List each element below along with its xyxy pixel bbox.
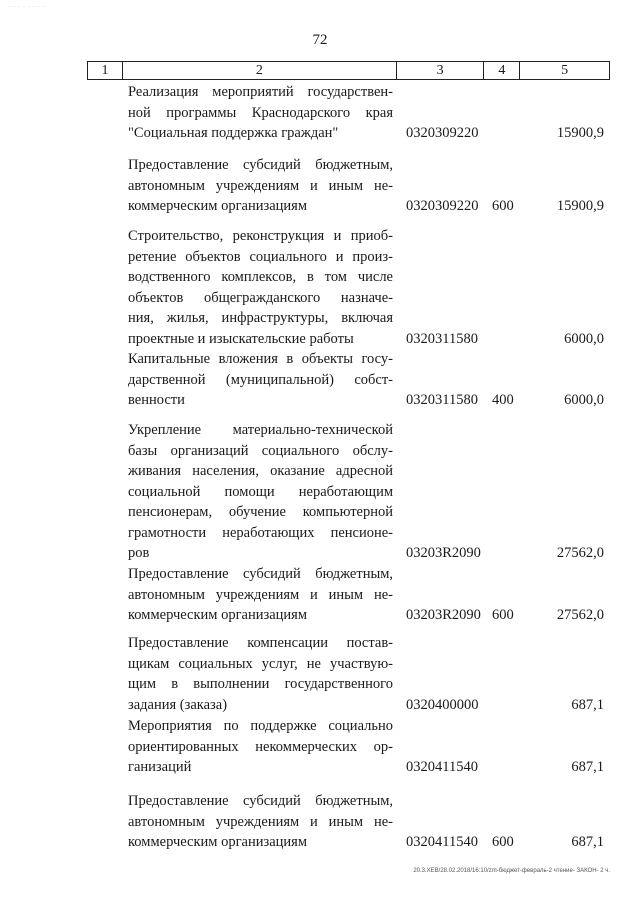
row-amount: 27562,0 xyxy=(556,545,604,561)
description-line: ной программы Краснодарского края xyxy=(128,104,393,121)
row-code: 0320400000 xyxy=(406,696,479,713)
description-line: "Социальная поддержка граждан" xyxy=(128,125,339,141)
description-line: Реализация мероприятий государствен- xyxy=(128,84,393,100)
row-amount: 687,1 xyxy=(571,696,604,713)
column-header-2: 2 xyxy=(123,62,397,79)
row-code: 0320411540 xyxy=(406,759,478,775)
row-amount: 15900,9 xyxy=(556,125,604,141)
description-line: Мероприятия по поддержке социально xyxy=(128,718,393,734)
row-description xyxy=(128,226,393,349)
description-line: Предоставление субсидий бюджетным, xyxy=(128,566,393,582)
row-amount: 15900,9 xyxy=(556,198,604,214)
row-description xyxy=(128,82,393,144)
row-amount: 687,1 xyxy=(571,759,604,775)
page-number: 72 xyxy=(312,32,328,48)
description-line: Предоставление субсидий бюджетным, xyxy=(128,793,393,809)
description-line: пенсионерам, обучение компьютерной xyxy=(128,504,393,520)
description-line: Строительство, реконструкция и приоб- xyxy=(128,228,393,244)
row-description xyxy=(128,420,393,564)
row-expense-type: 600 xyxy=(492,834,514,850)
description-line: ния, жилья, инфраструктуры, включая xyxy=(128,310,393,326)
description-line: проектные и изыскательские работы xyxy=(128,330,354,347)
row-code: 0320309220 xyxy=(406,125,479,141)
row-description xyxy=(128,564,393,626)
description-line: коммерческим организациям xyxy=(128,607,308,623)
row-description xyxy=(128,716,393,778)
description-line: автономным учреждениям и иным не- xyxy=(128,586,393,603)
row-description xyxy=(128,349,393,411)
description-line: объектов общегражданского назначе- xyxy=(128,289,393,306)
row-amount: 687,1 xyxy=(571,834,604,850)
description-line: ретение объектов социального и произ- xyxy=(128,248,393,265)
row-expense-type: 400 xyxy=(492,392,514,408)
description-line: автономным учреждениям и иным не- xyxy=(128,177,393,194)
row-amount: 27562,0 xyxy=(556,607,604,623)
row-code: 0320311580 xyxy=(406,330,478,347)
footer-note: 20.3.XEB/28.02.2018/16:10/zm-бюджет-февраль-2 чтение- ЗАКОН- 2 ч. xyxy=(413,868,610,874)
row-expense-type: 600 xyxy=(492,607,514,623)
column-header-1: 1 xyxy=(88,62,123,79)
row-code: 03203R2090 xyxy=(406,545,481,561)
row-code: 03203R2090 xyxy=(406,607,481,623)
description-line: грамотности неработающих пенсионе- xyxy=(128,524,393,541)
column-header-3: 3 xyxy=(397,62,485,79)
row-description xyxy=(128,633,393,715)
row-expense-type: 600 xyxy=(492,198,514,214)
description-line: базы организаций социального обслу- xyxy=(128,442,393,459)
description-line: Предоставление компенсации постав- xyxy=(128,635,393,651)
corner-mark: · · · · · · · · xyxy=(8,4,47,10)
description-line: живания населения, оказание адресной xyxy=(128,463,393,479)
row-code: 0320411540 xyxy=(406,834,478,850)
description-line: водственного комплексов, в том числе xyxy=(128,269,393,285)
row-description xyxy=(128,791,393,853)
description-line: задания (заказа) xyxy=(128,696,228,713)
description-line: коммерческим организациям xyxy=(128,834,308,850)
row-code: 0320311580 xyxy=(406,392,478,408)
description-line: Капитальные вложения в объекты госу- xyxy=(128,351,393,367)
column-header-row xyxy=(87,61,610,80)
description-line: Предоставление субсидий бюджетным, xyxy=(128,157,393,173)
row-amount: 6000,0 xyxy=(564,330,604,347)
description-line: коммерческим организациям xyxy=(128,198,308,214)
row-description xyxy=(128,155,393,217)
column-header-5: 5 xyxy=(561,62,569,78)
column-header-4: 4 xyxy=(484,62,520,79)
description-line: автономным учреждениям и иным не- xyxy=(128,813,393,830)
description-line: Укрепление материально-технической xyxy=(128,422,393,438)
description-line: ориентированных некоммерческих ор- xyxy=(128,738,393,755)
row-amount: 6000,0 xyxy=(564,392,604,408)
description-line: дарственной (муниципальной) собст- xyxy=(128,371,393,388)
description-line: ганизаций xyxy=(128,759,192,775)
row-code: 0320309220 xyxy=(406,198,479,214)
description-line: социальной помощи неработающим xyxy=(128,483,393,500)
description-line: щикам социальных услуг, не участвую- xyxy=(128,655,393,672)
description-line: ров xyxy=(128,545,150,561)
description-line: венности xyxy=(128,392,185,408)
description-line: щим в выполнении государственного xyxy=(128,676,393,692)
